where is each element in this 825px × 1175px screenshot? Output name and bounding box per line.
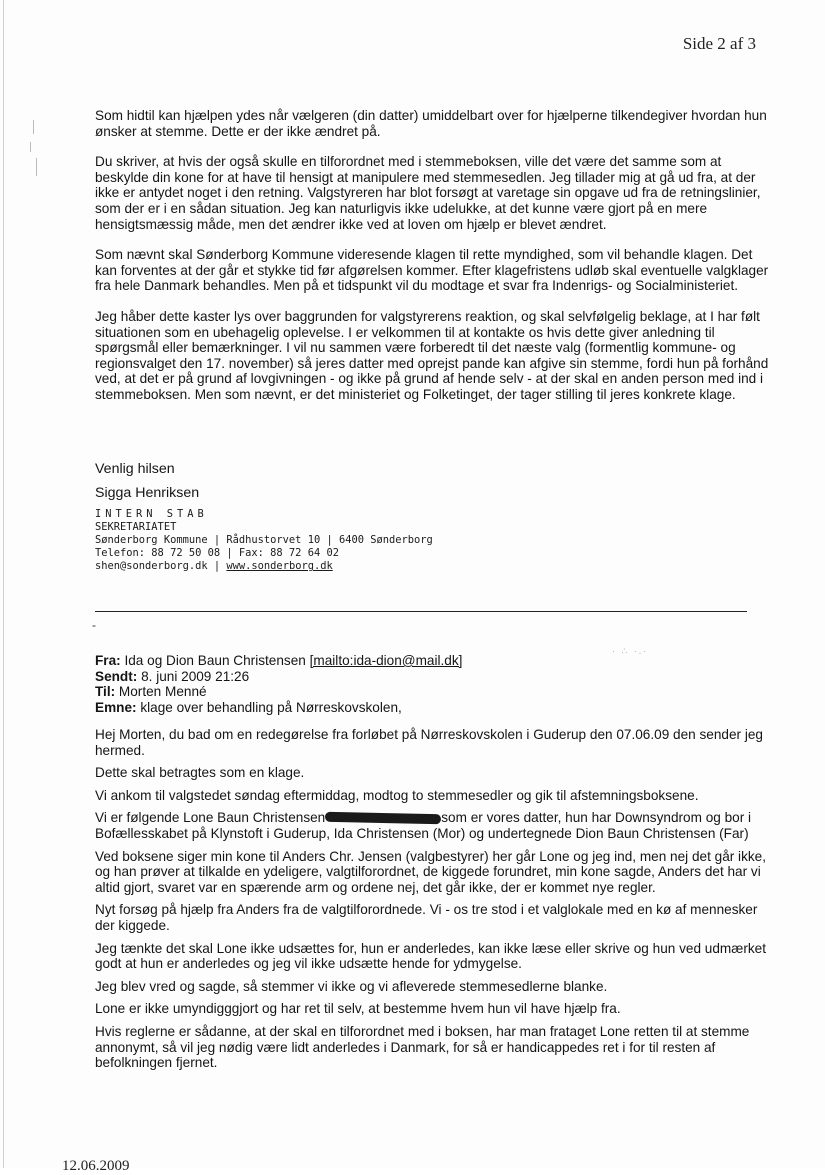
email-header (95, 653, 775, 715)
sig-phone: Telefon: 88 72 50 08 | Fax: 88 72 64 02 (95, 547, 339, 560)
email-from-row: Fra: Ida og Dion Baun Christensen [mailto:ida-dion@mail.dk] (95, 653, 463, 668)
email-paragraph: Lone er ikke umyndigggjort og har ret til selv, at bestemme hvem hun vil have hjælp fra. (95, 1001, 621, 1017)
redaction-mark (325, 812, 441, 824)
email-paragraph: Hvis reglerne er sådanne, at der skal en tilforordnet med i boksen, har man frataget Lone retten til at stemme annonymt, så vil jeg nødig være lidt anderledes i Danmark, for så er handicappedes ret i for til resten af befolkningen fjernet. (95, 1023, 750, 1071)
small-dash: - (92, 618, 96, 632)
margin-marks (27, 120, 41, 180)
footer-date: 12.06.2009 (62, 1158, 130, 1174)
separator-rule (95, 611, 747, 612)
email-paragraph: Jeg blev vred og sagde, så stemmer vi ikke og vi afleverede stemmesedlerne blanke. (95, 978, 608, 994)
letter-paragraph: Jeg håber dette kaster lys over baggrunden for valgstyrerens reaktion, og skal selvfølgelig beklage, at I har følt situationen som en ubehagelig oplevelse. I er velkommen til at kontakte os hvis dette giver anledning til spørgsmål eller bemærkninger. I vil nu sammen være forberedt til det næste valg (formentlig kommune- og regionsvalget den 17. november) så jeres datter med oprejst pande kan afgive sin stemme, fordi hun på forhånd ved, at det er på grund af lovgivningen - og ikke på grund af hende selv - at der skal en anden person med ind i stemmeboksen. Men som nævnt, er det ministeriet og Folketinget, der tager stilling til jeres konkrete klage. (95, 308, 769, 402)
sig-contact (95, 560, 433, 573)
page-number: Side 2 af 3 (682, 34, 756, 53)
scan-edge (3, 0, 4, 1168)
signature-block (95, 508, 433, 573)
sig-website-link[interactable]: www.sonderborg.dk (226, 560, 333, 573)
email-paragraph: Hej Morten, du bad om en redegørelse fra forløbet på Nørreskovskolen i Guderup den 07.06.09 den sender jeg hermed. (95, 727, 763, 758)
email-body (95, 727, 770, 1078)
closing-greeting: Venlig hilsen (95, 461, 175, 477)
email-paragraph: Ved boksene siger min kone til Anders Chr. Jensen (valgbestyrer) her går Lone og jeg ind, men nej det går ikke, og han prøver at tilkalde en ydeligere, valgtilforordnet, de kiggede forundret, min kone sagde, Anders det har vi altid gjort, svaret var en spærende arm og ordene nej, det går ikke, der er kommet nye regler. (95, 848, 767, 895)
email-paragraph: Nyt forsøg på hjælp fra Anders fra de valgtilforordnede. Vi - os tre stod i et valglokale med en kø af mennesker der kiggede. (95, 902, 758, 933)
sig-dept: INTERN STAB (95, 508, 208, 520)
letter-body (95, 108, 770, 418)
email-paragraph: Dette skal betragtes som en klage. (95, 765, 305, 781)
sig-unit: SEKRETARIATET (95, 521, 177, 534)
letter-paragraph: Du skriver, at hvis der også skulle en tilforordnet med i stemmeboksen, ville det være det samme som at beskylde din kone for at have til hensigt at manipulere med stemmesedlen. Jeg tillader mig at gå ud fra, at der ikke er antydet noget i den retning. Valgstyreren har blot forsøgt at varetage sin opgave ud fra de retningslinier, som der er i en sådan situation. Jeg kan naturligvis ikke udelukke, at det kunne være gjort på en mere hensigtsmæssig måde, men det ændrer ikke ved at loven om hjælp er blevet ændret. (95, 154, 761, 232)
email-paragraph: Vi ankom til valgstedet søndag eftermiddag, modtog to stemmesedler og gik til afstemningsboksene. (95, 787, 699, 803)
email-subject-row: Emne: klage over behandling på Nørreskovskolen, (95, 699, 402, 715)
mailto-link[interactable]: [mailto:ida-dion@mail.dk] (309, 653, 463, 668)
scan-specks: · ∴ ·.· (612, 646, 649, 656)
email-to-row: Til: Morten Menné (95, 684, 207, 700)
email-paragraph-redacted: Vi er følgende Lone Baun Christensen som er vores datter, hun har Downsyndrom og bor i Bofællesskabet på Klynstoft i Guderup, Ida Christensen (Mor) og undertegnede Dion Baun Christensen (Far) (95, 810, 752, 841)
letter-paragraph: Som nævnt skal Sønderborg Kommune videresende klagen til rette myndighed, som vil behandle klagen. Det kan forventes at der går et stykke tid før afgørelsen kommer. Efter klagefristens udløb skal eventuelle valgklager fra hele Danmark behandles. Men på et tidspunkt vil du modtage et svar fra Indenrigs- og Socialministeriet. (95, 247, 769, 294)
sig-address: Sønderborg Kommune | Rådhustorvet 10 | 6400 Sønderborg (95, 534, 433, 547)
sig-email[interactable]: shen@sonderborg.dk (95, 560, 208, 573)
sig-separator: | (207, 560, 227, 573)
signer-name: Sigga Henriksen (95, 485, 200, 501)
email-paragraph: Jeg tænkte det skal Lone ikke udsættes for, hun er anderledes, kan ikke læse eller skrive og hun ved udmærket godt at hun er anderledes og jeg vil ikke udsætte hende for ydmygelse. (95, 940, 766, 972)
email-sent-row: Sendt: 8. juni 2009 21:26 (95, 668, 250, 684)
letter-paragraph: Som hidtil kan hjælpen ydes når vælgeren (din datter) umiddelbart over for hjælperne tilkendegiver hvordan hun ønsker at stemme. Dette er der ikke ændret på. (95, 108, 767, 139)
